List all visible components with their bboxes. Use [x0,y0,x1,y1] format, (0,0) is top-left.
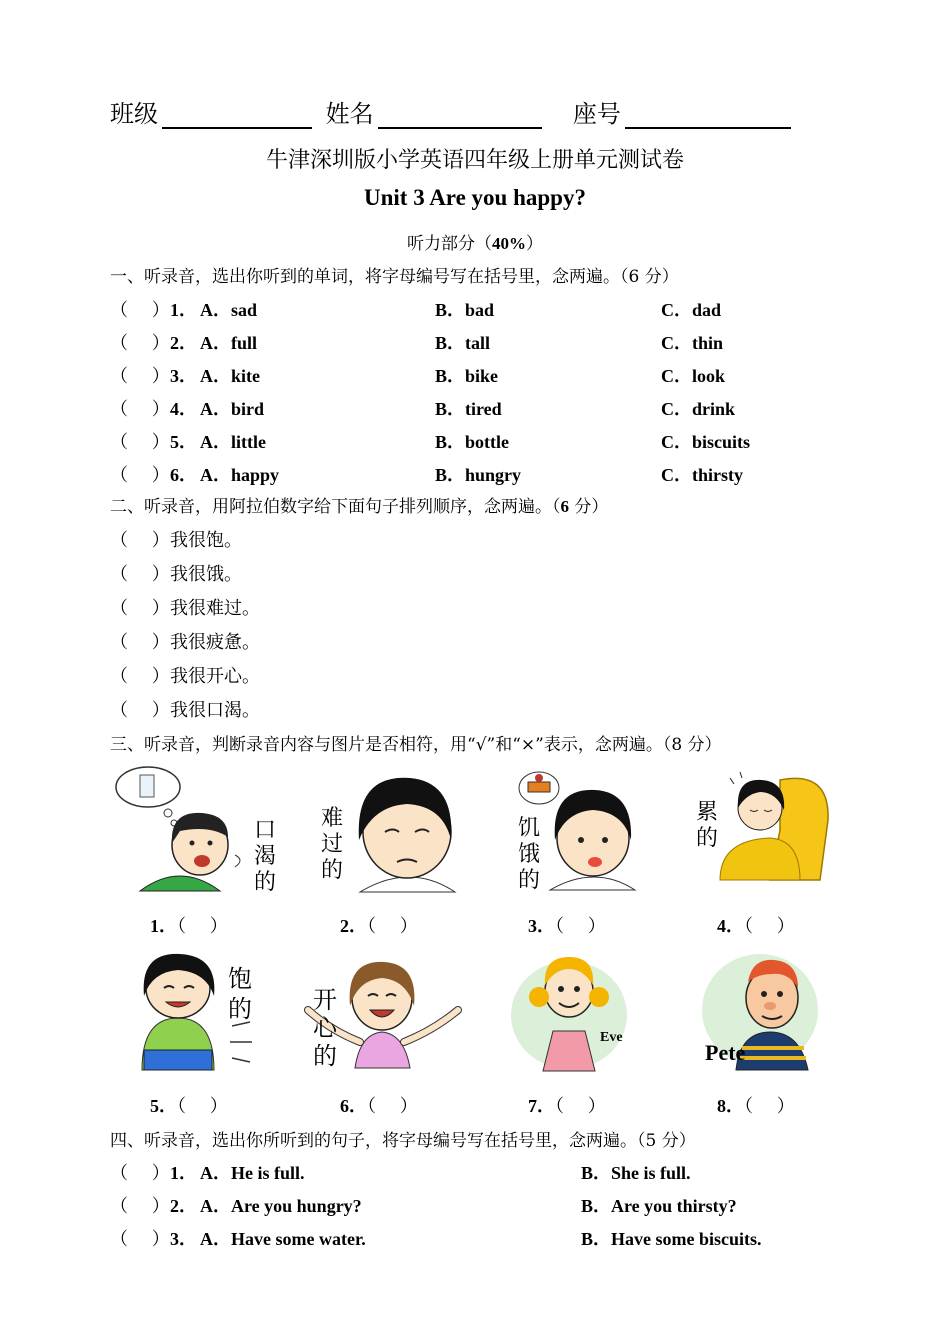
sentence-choice-row [110,1192,810,1220]
option-a: A．kite [200,366,260,386]
label-thirsty: 口 渴 的 [253,818,276,895]
option-b: B．bottle [435,432,509,452]
section2-heading: 二、听录音，用阿拉伯数字给下面句子排列顺序，念两遍。（6 分） [110,497,609,517]
answer-paren[interactable]: （ ） [110,432,170,453]
sentence-text: 我很疲惫。 [170,632,260,653]
answer-paren[interactable]: （ ） [110,399,170,420]
option-a: A．full [200,333,258,353]
word-choice-row [110,296,810,324]
item-number: 2． [170,333,197,353]
item-number: 1． [170,1163,197,1183]
option-c: C．drink [661,399,736,419]
item-number: 2． [170,1196,197,1216]
option-a: A．Are you hungry? [200,1196,362,1216]
answer-paren[interactable]: （ ） [110,632,170,653]
label-sad: 难 过 的 [320,806,343,883]
seat-label: 座号 [572,100,621,128]
option-b: B．tall [435,333,491,353]
class-blank[interactable] [162,101,312,129]
name-blank[interactable] [378,101,542,129]
option-c: C．thin [661,333,724,353]
ordering-row [110,526,510,554]
sentence-text: 我很饿。 [170,564,242,585]
listening-part-label: 听力部分（40%） [407,234,543,254]
picture-caption-4: 4．（ ） [717,916,795,937]
sentence-choice-row [110,1225,810,1253]
item-number: 1． [170,300,197,320]
answer-paren[interactable]: （ ） [110,465,170,486]
label-tired: 累 的 [695,800,718,851]
label-full: 饱 的 [228,965,252,1023]
picture-tired [700,770,835,890]
word-choice-row [110,428,810,456]
label-pete: Pete [705,1040,746,1065]
item-number: 4． [170,399,197,419]
sentence-text: 我很口渴。 [170,700,260,721]
unit-title: Unit 3 Are you happy? [364,185,586,210]
student-info-line [110,94,797,129]
option-c: C．look [661,366,726,386]
option-a: A．Have some water. [200,1229,366,1249]
answer-paren[interactable]: （ ） [110,564,170,585]
ordering-row [110,628,510,656]
section4-heading: 四、听录音，选出你所听到的句子，将字母编号写在括号里，念两遍。（5 分） [110,1131,696,1151]
picture-caption-5: 5．（ ） [150,1096,228,1117]
option-b: B．hungry [435,465,522,485]
answer-paren[interactable]: （ ） [110,1196,170,1217]
page-title: 牛津深圳版小学英语四年级上册单元测试卷 [265,148,684,173]
item-number: 3． [170,366,197,386]
answer-paren[interactable]: （ ） [110,1163,170,1184]
class-label: 班级 [110,100,158,128]
answer-paren[interactable]: （ ） [110,598,170,619]
picture-caption-2: 2．（ ） [340,916,418,937]
option-b: B．Are you thirsty? [581,1196,737,1216]
option-a: A．sad [200,300,258,320]
option-c: C．biscuits [661,432,751,452]
picture-eve [505,945,635,1073]
picture-caption-1: 1．（ ） [150,916,228,937]
picture-caption-3: 3．（ ） [528,916,606,937]
answer-paren[interactable]: （ ） [110,1229,170,1250]
option-a: A．happy [200,465,280,485]
option-b: B．She is full. [581,1163,691,1183]
option-b: B．tired [435,399,502,419]
word-choice-row [110,461,810,489]
picture-caption-8: 8．（ ） [717,1096,795,1117]
seat-blank[interactable] [625,101,791,129]
ordering-row [110,662,510,690]
answer-paren[interactable]: （ ） [110,666,170,687]
option-c: C．thirsty [661,465,743,485]
section3-heading: 三、听录音，判断录音内容与图片是否相符，用“√”和“×”表示，念两遍。（8 分） [110,735,722,755]
picture-full [130,948,225,1073]
section1-heading: 一、听录音，选出你听到的单词，将字母编号写在括号里，念两遍。（6 分） [110,267,679,287]
answer-paren[interactable]: （ ） [110,333,170,354]
option-a: A．bird [200,399,265,419]
sentence-text: 我很饱。 [170,530,242,551]
item-number: 6． [170,465,197,485]
answer-paren[interactable]: （ ） [110,366,170,387]
answer-paren[interactable]: （ ） [110,300,170,321]
ordering-row [110,594,510,622]
answer-paren[interactable]: （ ） [110,530,170,551]
word-choice-row [110,329,810,357]
option-b: B．bike [435,366,499,386]
ordering-row [110,560,510,588]
sentence-choice-row [110,1159,810,1187]
answer-paren[interactable]: （ ） [110,700,170,721]
label-eve: Eve [600,1030,623,1045]
option-b: B．Have some biscuits. [581,1229,762,1249]
ordering-row [110,696,510,724]
name-label: 姓名 [325,100,374,128]
word-choice-row [110,362,810,390]
sentence-text: 我很开心。 [170,666,260,687]
option-a: A．little [200,432,266,452]
option-a: A．He is full. [200,1163,305,1183]
label-happy: 开 心 的 [313,986,337,1070]
item-number: 3． [170,1229,197,1249]
word-choice-row [110,395,810,423]
motion-lines [228,1020,258,1065]
label-hungry: 饥 饿 的 [517,816,540,893]
picture-caption-6: 6．（ ） [340,1096,418,1117]
item-number: 5． [170,432,197,452]
option-c: C．dad [661,300,722,320]
option-b: B．bad [435,300,495,320]
picture-caption-7: 7．（ ） [528,1096,606,1117]
sentence-text: 我很难过。 [170,598,260,619]
